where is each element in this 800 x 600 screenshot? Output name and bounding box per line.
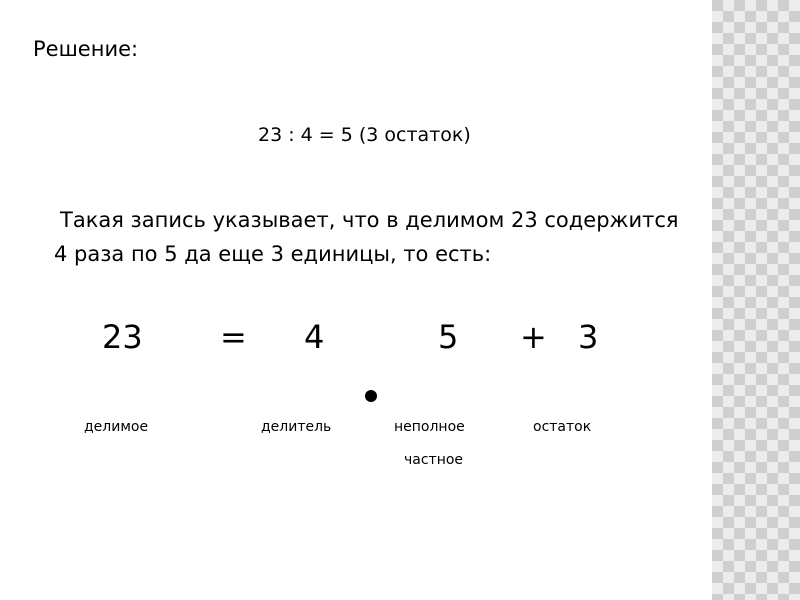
multiplication-dot-icon [365,390,377,402]
slide-title: Решение: [33,37,139,61]
label-divisor: делитель [261,419,332,435]
formula-plus: + [520,318,547,356]
division-equation: 23 : 4 = 5 (3 остаток) [258,124,471,146]
formula-quotient: 5 [438,318,459,356]
label-dividend: делимое [84,419,149,435]
formula-dividend: 23 [102,318,143,356]
decorative-side-panel [712,0,800,600]
formula-remainder: 3 [578,318,599,356]
label-quotient: частное [404,452,464,468]
explanation-paragraph: Такая запись указывает, что в делимом 23 содержится 4 раза по 5 да еще 3 единицы, то есть: [54,208,679,266]
formula-divisor: 4 [304,318,325,356]
formula-equals: = [220,318,247,356]
label-partial-quotient: неполное [394,419,465,435]
label-remainder: остаток [533,419,592,435]
